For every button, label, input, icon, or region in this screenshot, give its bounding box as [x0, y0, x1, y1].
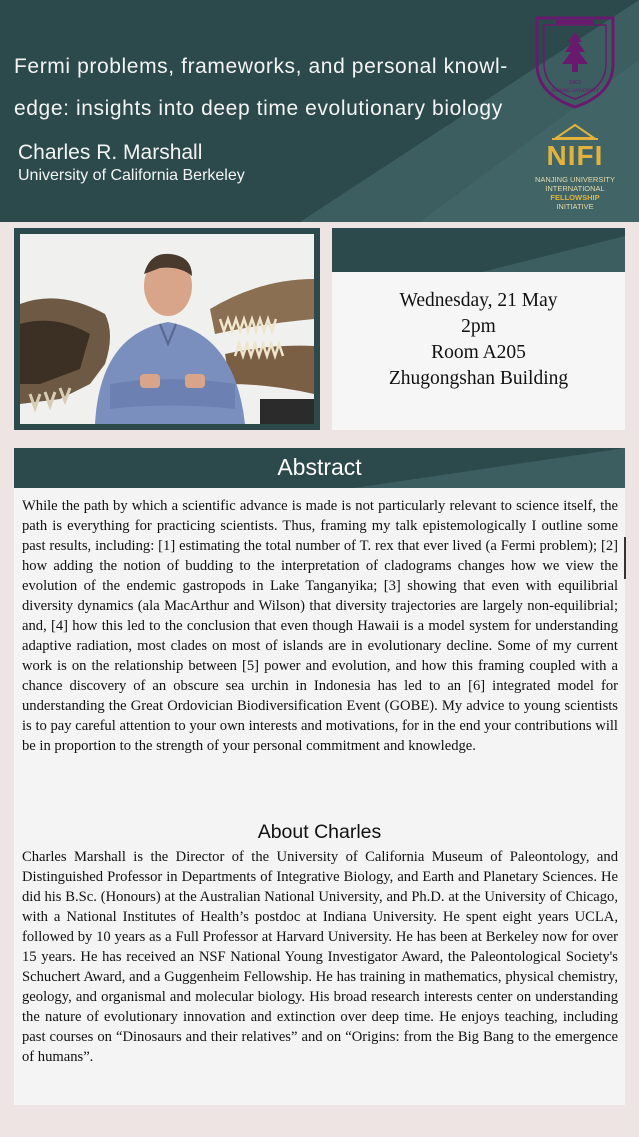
talk-title-line-1: Fermi problems, frameworks, and personal knowl-	[14, 55, 508, 78]
event-details	[332, 288, 625, 392]
poster-header	[0, 0, 639, 222]
event-date: Wednesday, 21 May	[399, 290, 558, 311]
nifi-line-2: INTERNATIONAL	[545, 184, 605, 193]
event-info-card	[332, 228, 625, 430]
scrollbar-indicator[interactable]	[624, 537, 626, 579]
nifi-letters: NIFI	[546, 140, 604, 171]
nanjing-university-seal-logo	[532, 12, 618, 110]
about-text: Charles Marshall is the Director of the University of California Museum of Paleontology, and Distinguished Professor in Departments of Integrative Biology, and Earth and Planetary Sciences. He did his B.Sc. (Honours) at the Australian National University, and Ph.D. at the University of Chicago, with a National Institutes of Health’s postdoc at Indiana University. He spent eight years UCLA, followed by 10 years as a Full Professor at Harvard University. He has been at Berkeley now for over 15 years. He has received an NSF National Young Investigator Award, the Paleontological Society's Schuchert Award, and a Guggenheim Fellowship. He has training in mathematics, physical chemistry, geology, and organismal and molecular biology. His broad research interests center on understanding the nature of evolutionary innovation and extinction over deep time. He enjoys teaching, including past courses on “Dinosaurs and their relatives” and on “Origins: from the Big Bang to the emergence of humans”.	[22, 849, 618, 1065]
speaker-affiliation: University of California Berkeley	[18, 167, 245, 184]
content-panel	[14, 488, 625, 1105]
nifi-line-1: NANJING UNIVERSITY	[534, 175, 615, 184]
nju-seal-text: NANJING UNIVERSITY	[551, 89, 599, 94]
nifi-line-4: INITIATIVE	[556, 202, 594, 211]
speaker-photo-frame	[14, 228, 320, 430]
info-card-header-band	[332, 228, 625, 272]
speaker-photo-illustration	[20, 234, 314, 424]
speaker-name: Charles R. Marshall	[18, 141, 203, 164]
abstract-text: While the path by which a scientific advance is made is not particularly relevant to science itself, the path is everything for practicing scientists. Thus, framing my talk epistemologically I outline some past results, including: [1] estimating the total number of T. rex that ever lived (a Fermi problem); [2] how adding the notion of budding to the interpretation of cladograms changes how we view the evolution of the endemic gastropods in Lake Tanganyika; [3] showing that even with equilibrial diversity dynamics (ala MacArthur and Wilson) that diversity trajectories are largely non-equilibrial; and, [4] how this led to the conclusion that even though Hawaii is a model system for understanding adaptive radiation, most clades on most of islands are in evolutionary decline. Some of my current work is on the relationship between [5] power and evolution, and how this framing coupled with a chance discovery of an obscure sea urchin in Indonesia has led to an [6] integrated model for understanding the Great Ordovician Biodiversification Event (GOBE). My advice to young scientists is to pay careful attention to your own interests and motivations, for in the end your contributions will be in proportion to the strength of your personal commitment and knowledge.	[22, 498, 618, 754]
talk-title-line-2: edge: insights into deep time evolutionary biology	[14, 97, 503, 120]
speaker-photo	[20, 234, 314, 424]
nifi-roof-icon	[528, 122, 622, 142]
about-heading: About Charles	[257, 821, 382, 843]
nifi-line-3: FELLOWSHIP	[550, 193, 600, 202]
abstract-heading-bar	[14, 448, 625, 488]
event-room: Room A205	[431, 342, 526, 363]
nifi-logo	[528, 120, 622, 215]
event-time: 2pm	[461, 316, 496, 337]
abstract-heading: Abstract	[277, 454, 362, 480]
nju-seal-year: 1902	[568, 80, 582, 86]
event-building: Zhugongshan Building	[388, 368, 569, 389]
